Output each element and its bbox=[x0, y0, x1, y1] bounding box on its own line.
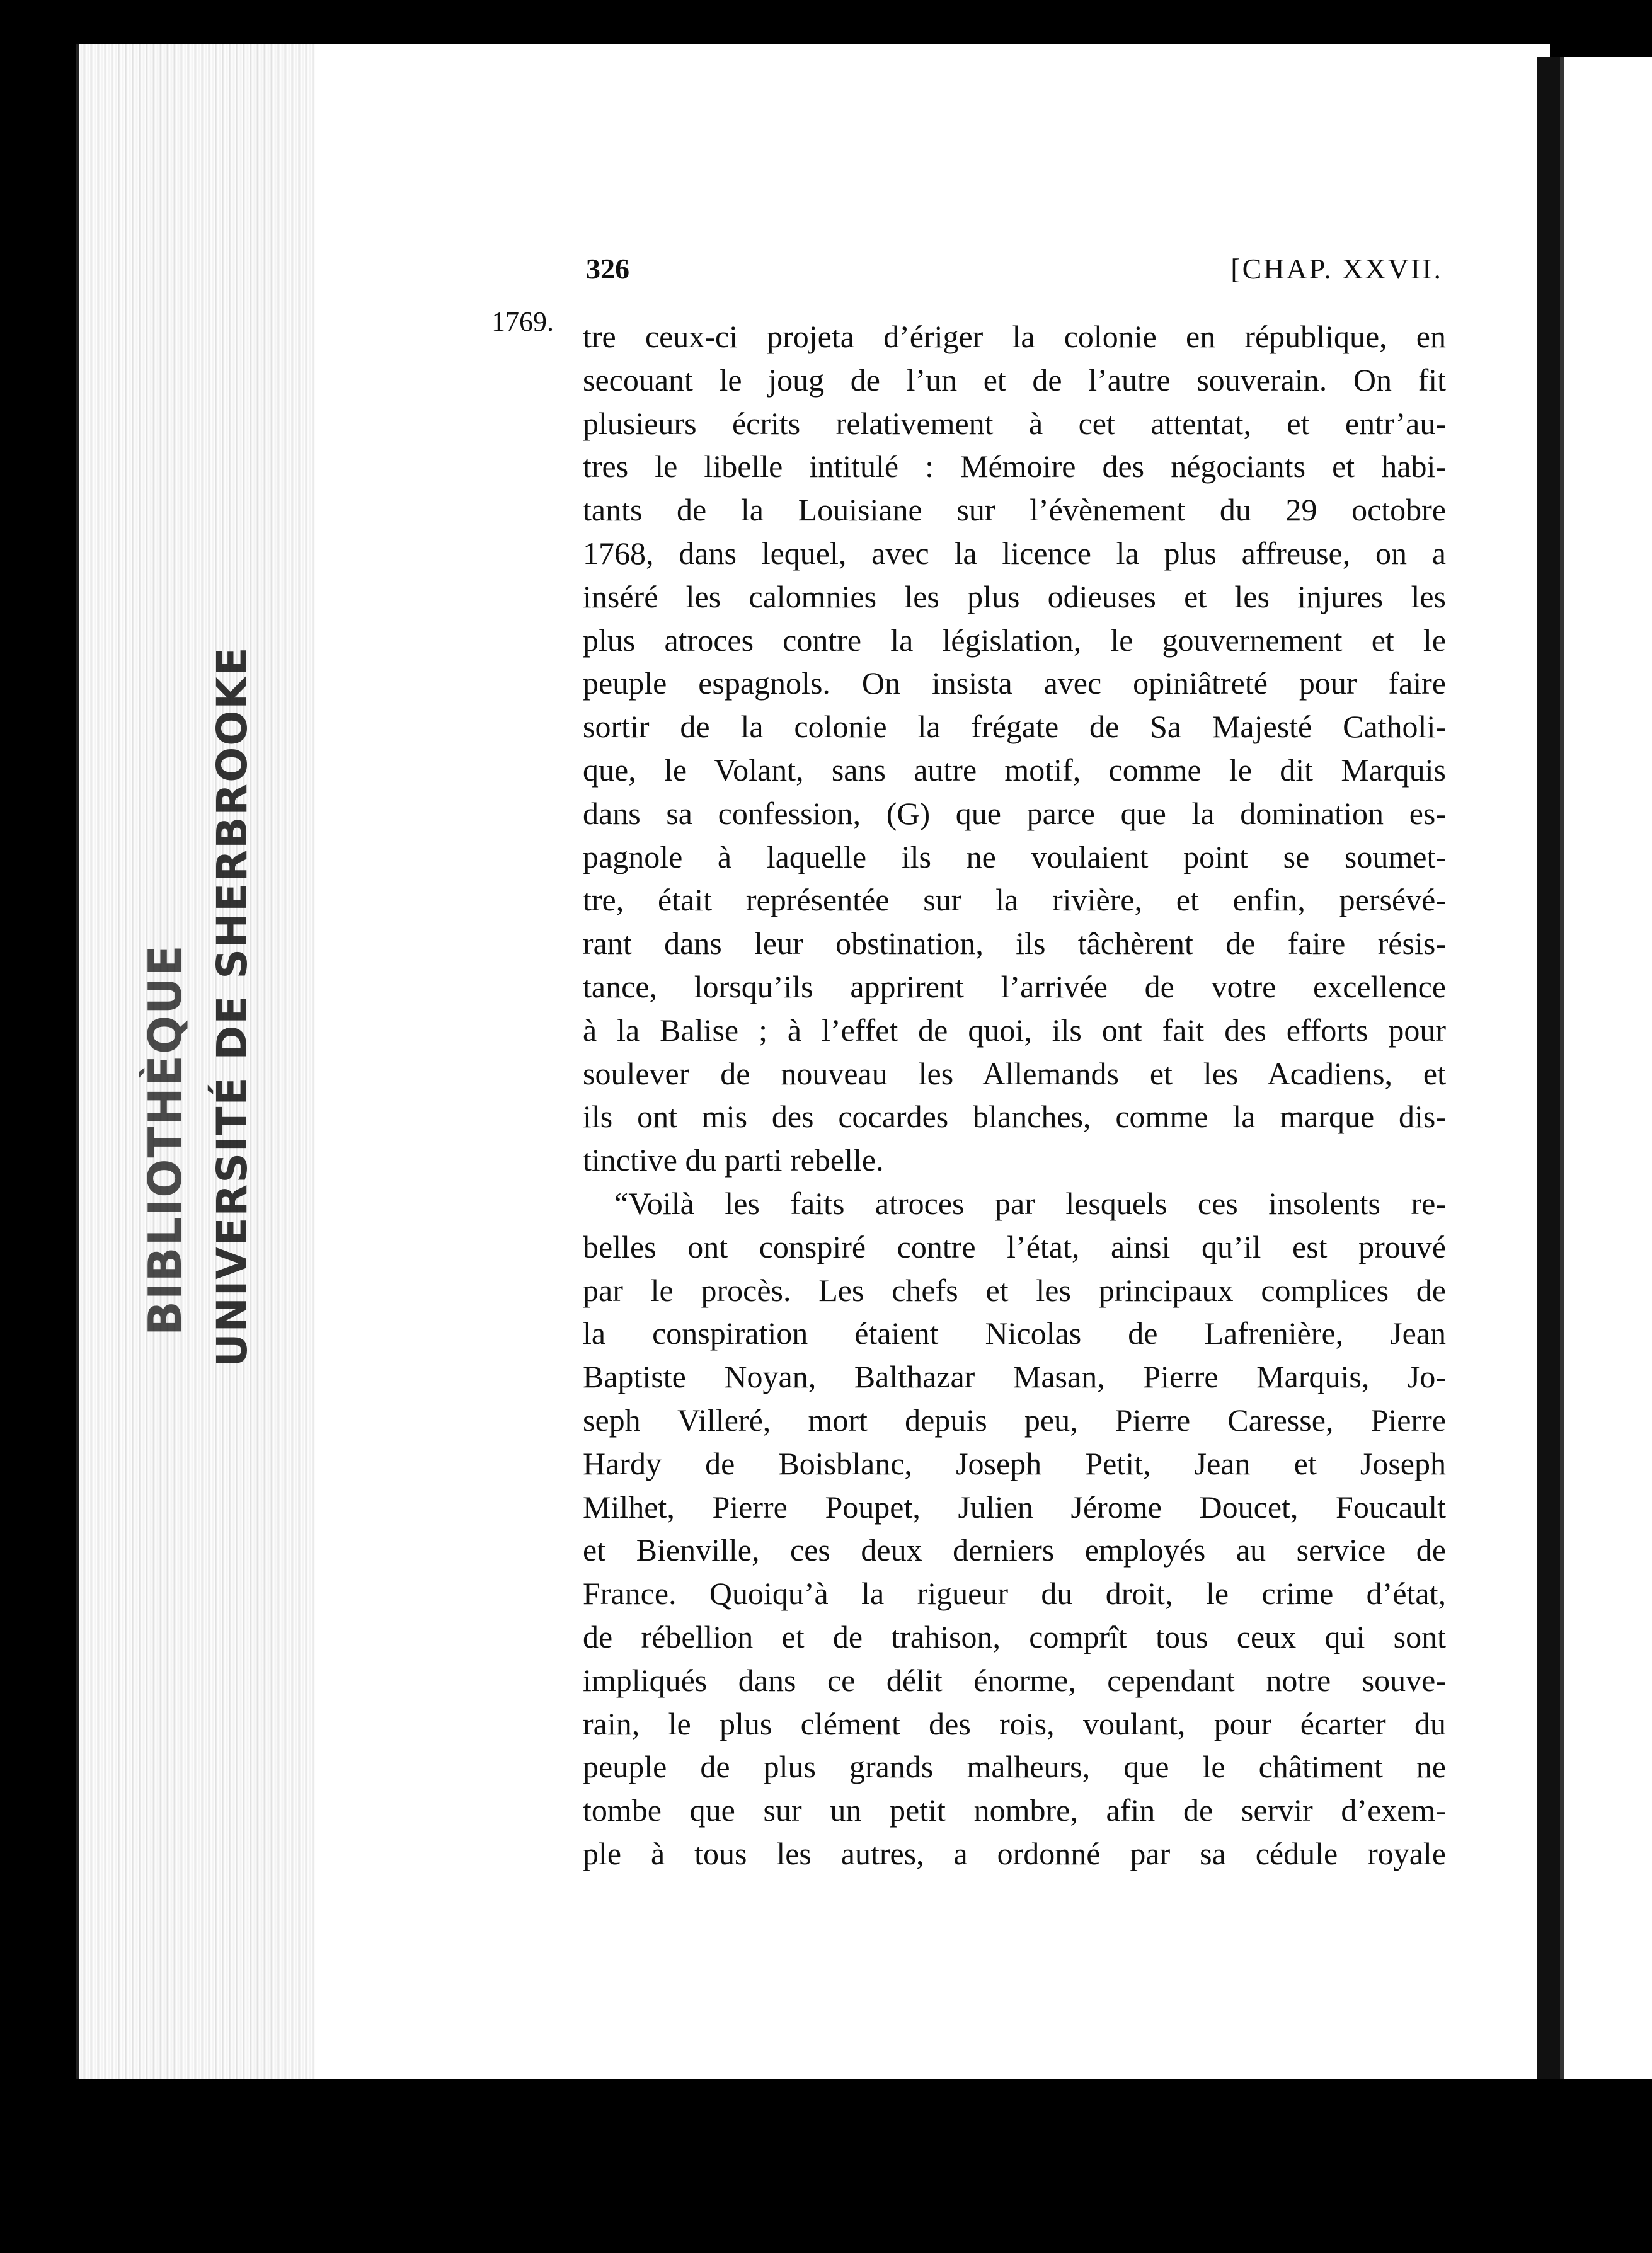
text-line: de rébellion et de trahison, comprît tous ceux qui sont bbox=[583, 1619, 1446, 1654]
text-line: tre ceux-ci projeta d’ériger la colonie en république, en bbox=[583, 319, 1446, 354]
text-line: belles ont conspiré contre l’état, ainsi qu’il est prouvé bbox=[583, 1229, 1446, 1264]
text-line: tinctive du parti rebelle. bbox=[583, 1142, 884, 1178]
text-line: sortir de la colonie la frégate de Sa Majesté Catholi- bbox=[583, 709, 1446, 745]
text-line: rain, le plus clément des rois, voulant, pour écarter du bbox=[583, 1706, 1446, 1741]
text-line: France. Quoiqu’à la rigueur du droit, le crime d’état, bbox=[583, 1576, 1446, 1612]
scan-border-bottom bbox=[0, 2079, 1652, 2253]
text-line: Baptiste Noyan, Balthazar Masan, Pierre Marquis, Jo- bbox=[583, 1359, 1446, 1395]
margin-year: 1769. bbox=[491, 306, 554, 337]
text-line: plusieurs écrits relativement à cet attentat, et entr’au- bbox=[583, 405, 1446, 441]
stamp-line-university: UNIVERSITÉ DE SHERBROOKE bbox=[208, 646, 256, 1367]
text-line: peuple de plus grands malheurs, que le châtiment ne bbox=[583, 1749, 1446, 1785]
text-line: ils ont mis des cocardes blanches, comme la marque dis- bbox=[583, 1099, 1446, 1135]
text-line: par le procès. Les chefs et les principaux complices de bbox=[583, 1272, 1446, 1308]
text-line: ple à tous les autres, a ordonné par sa cédule royale bbox=[583, 1835, 1446, 1871]
text-line: “Voilà les faits atroces par lesquels ces insolents re- bbox=[614, 1185, 1446, 1221]
library-stamp bbox=[113, 646, 302, 1373]
text-line: tants de la Louisiane sur l’évènement du 29 octobre bbox=[583, 492, 1446, 528]
text-line: que, le Volant, sans autre motif, comme le dit Marquis bbox=[583, 752, 1446, 788]
text-line: Milhet, Pierre Poupet, Julien Jérome Doucet, Foucault bbox=[583, 1489, 1446, 1525]
text-line: impliqués dans ce délit énorme, cependant notre souve- bbox=[583, 1662, 1446, 1698]
stamp-line-library: BIBLIOTHÈQUE bbox=[139, 944, 192, 1336]
text-line: secouant le joug de l’un et de l’autre souverain. On fit bbox=[583, 362, 1446, 398]
text-line: seph Villeré, mort depuis peu, Pierre Caresse, Pierre bbox=[583, 1402, 1446, 1438]
text-line: et Bienville, ces deux derniers employés au service de bbox=[583, 1532, 1446, 1568]
text-line: inséré les calomnies les plus odieuses et les injures les bbox=[583, 578, 1446, 614]
text-line: plus atroces contre la législation, le gouvernement et le bbox=[583, 622, 1446, 658]
text-line: la conspiration étaient Nicolas de Lafrenière, Jean bbox=[583, 1316, 1446, 1351]
text-line: tres le libelle intitulé : Mémoire des négociants et habi- bbox=[583, 449, 1446, 484]
text-line: peuple espagnols. On insista avec opiniâtreté pour faire bbox=[583, 665, 1446, 701]
text-line: pagnole à laquelle ils ne voulaient point se soumet- bbox=[583, 839, 1446, 874]
facing-page-edge bbox=[1560, 57, 1652, 2098]
body-text bbox=[583, 315, 1446, 1876]
text-line: à la Balise ; à l’effet de quoi, ils ont fait des efforts pour bbox=[583, 1012, 1446, 1048]
text-line: soulever de nouveau les Allemands et les Acadiens, et bbox=[583, 1055, 1446, 1091]
page-number: 326 bbox=[586, 253, 629, 285]
text-line: Hardy de Boisblanc, Joseph Petit, Jean et Joseph bbox=[583, 1445, 1446, 1481]
text-line: 1768, dans lequel, avec la licence la plus affreuse, on a bbox=[583, 535, 1446, 571]
text-line: tre, était représentée sur la rivière, et enfin, persévé- bbox=[583, 882, 1446, 918]
text-line: dans sa confession, (G) que parce que la domination es- bbox=[583, 795, 1446, 831]
scan-border-left bbox=[0, 0, 76, 2253]
text-line: tance, lorsqu’ils apprirent l’arrivée de votre excellence bbox=[583, 968, 1446, 1004]
running-header bbox=[586, 252, 1443, 296]
text-line: tombe que sur un petit nombre, afin de servir d’exem- bbox=[583, 1792, 1446, 1828]
chapter-heading: [CHAP. XXVII. bbox=[1230, 253, 1443, 285]
book-gutter bbox=[1537, 57, 1560, 2098]
text-line: rant dans leur obstination, ils tâchèrent de faire résis- bbox=[583, 926, 1446, 961]
